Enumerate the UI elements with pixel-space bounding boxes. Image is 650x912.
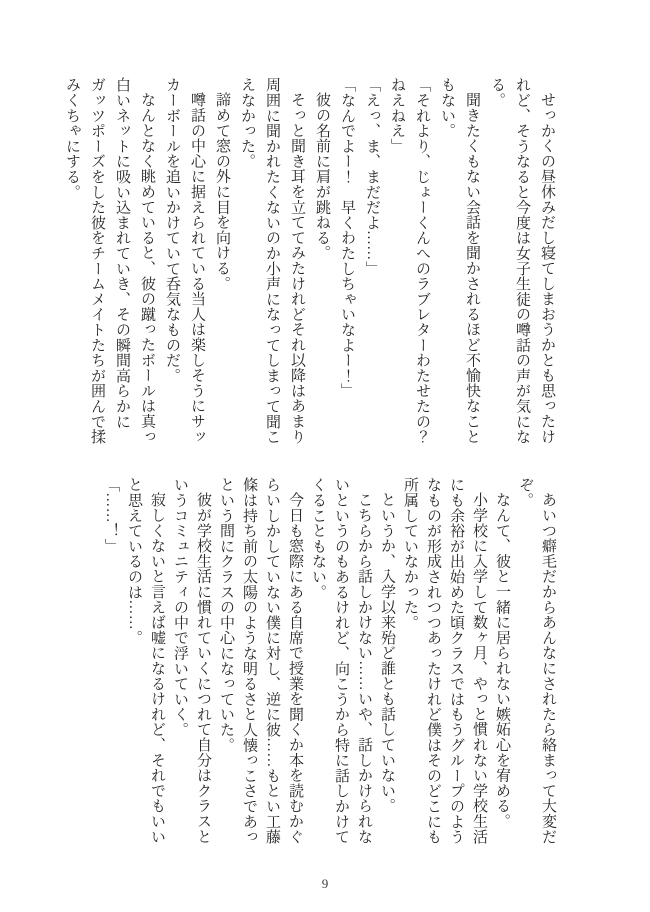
paragraph: 諦めて窓の外に目を向ける。 [214,92,230,291]
paragraph: そっと聞き耳を立ててみたけれどそれ以降はあまり周囲に聞かれたくないのか小声になってしまって聞こえなかった。 [239,77,305,445]
paragraph: こちらから話しかけない……いや、話しかけられないというのもあるけれど、向こうから特に話しかけてくることもない。 [310,477,372,845]
paragraph: 彼が学校生活に慣れていくにつれて自分はクラスというコミュニティの中で浮いていく。 [172,477,211,844]
paragraph: なんとなく眺めていると、彼の蹴ったボールは真っ白いネットに吸い込まれていき、その瞬間高らかにガッツポーズをした彼をチームメイトたちが囲んで揉みくちゃにする。 [64,77,155,445]
text-block-top [59,77,559,460]
page-number: 9 [321,876,329,891]
paragraph: 寂しくないと言えば嘘になるけれど、それでもいいと思えているのは……。 [126,477,165,844]
paragraph: 今日も窓際にある自席で授業を聞くか本を読むかぐらいしかしていない僕に対し、逆に彼……もとい工藤條は持ち前の太陽のような明るさと人懐っこさであっという間にクラスの中心になっていた。 [218,477,303,845]
paragraph: せっかくの昼休みだし寝てしまおうかとも思ったけれど、そうなると今度は女子生徒の噂話の声が気になる。 [489,77,555,445]
paragraph: 「それより、じょーくんへのラブレターわたせたの？ ねえねえ」 [389,77,430,460]
paragraph: 噂話の中心に据えられている当人は楽しそうにサッカーボールを追いかけていて呑気なものだ。 [164,77,205,444]
paragraph: 彼の名前に肩が跳ねる。 [314,92,330,261]
paragraph: 「……！」 [103,477,119,554]
paragraph: あいつ癖毛だからあんなにされたら絡まって大変だぞ。 [517,477,556,844]
paragraph: 小学校に入学して数ヶ月、やっと慣れない学校生活にも余裕が出始めた頃クラスではもうグループのようなものが形成されつつあったけれど僕はそのどこにも所属していなかった。 [402,477,487,845]
paragraph: 「なんでよー！ 早くわたしちゃいなよー！」 [339,77,355,399]
text-block-bottom [99,477,559,855]
paragraph: というか、入学以来殆ど誰とも話していない。 [379,492,395,814]
paragraph: 「えっ、ま、まだだよ……」 [364,77,380,276]
paragraph: なんて、彼と一緒に居られない嫉妬心を宥める。 [494,492,510,829]
paragraph: 聞きたくもない会話を聞かされるほど不愉快なこともない。 [439,77,480,444]
